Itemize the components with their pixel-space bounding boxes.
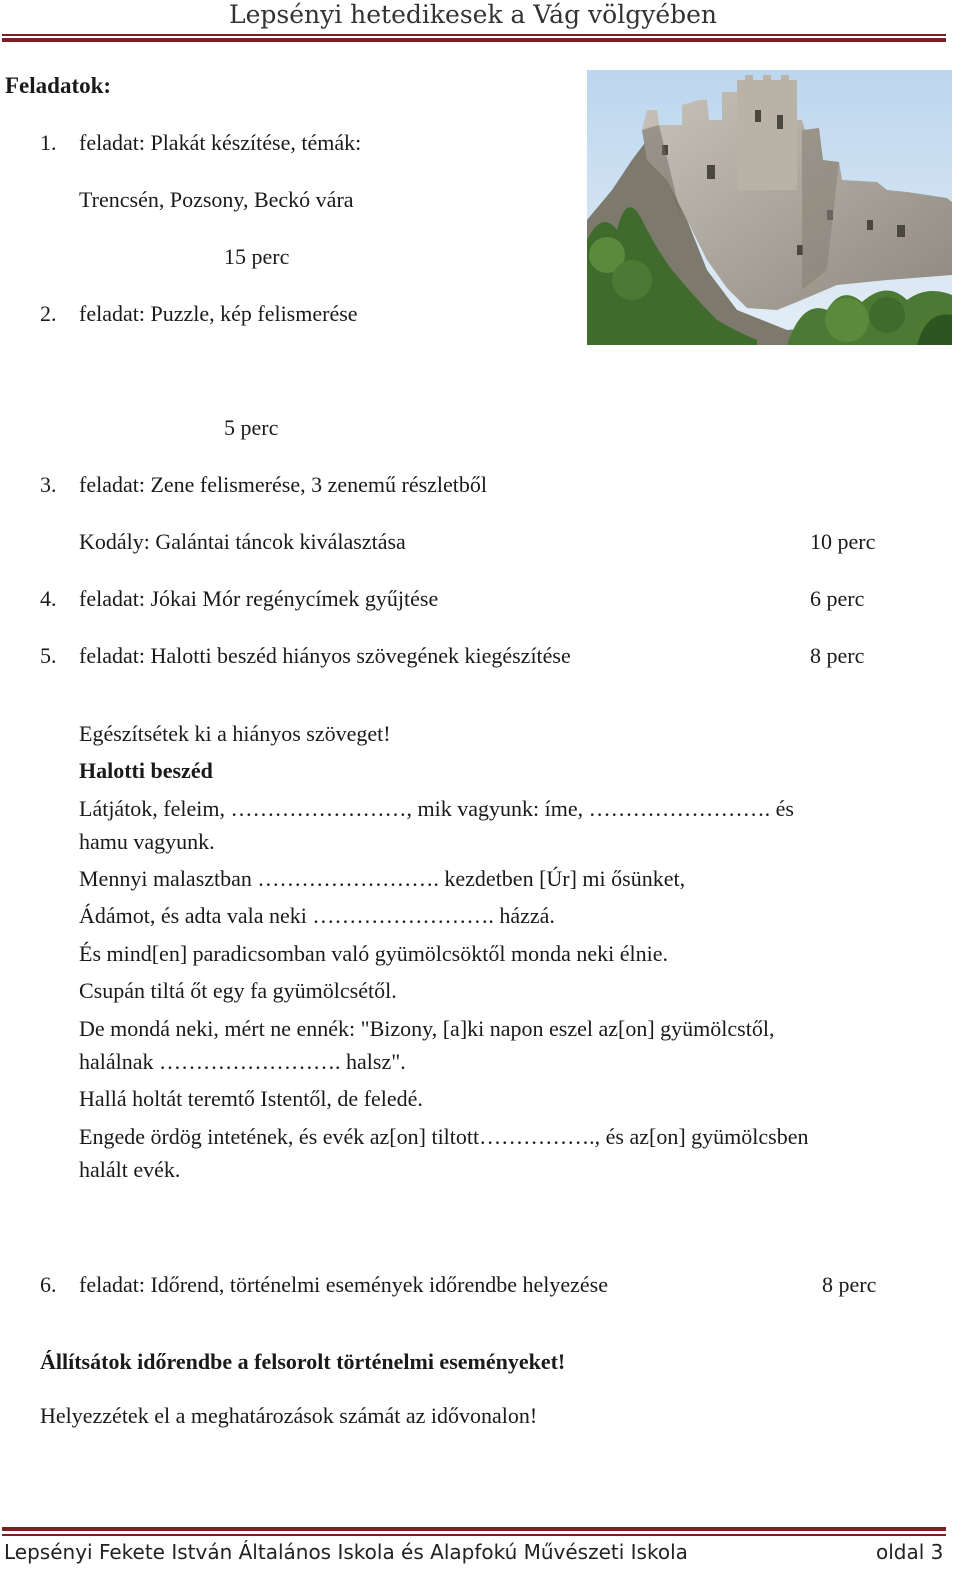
header-rule-thin bbox=[2, 34, 946, 36]
halotti-line: Engede ördög intetének, és evék az[on] tiltott……………., és az[on] gyümölcsben bbox=[79, 1124, 809, 1149]
task-5-number: 5. bbox=[40, 643, 57, 668]
section-title: Feladatok: bbox=[5, 73, 112, 98]
task-1-number: 1. bbox=[40, 130, 57, 155]
halotti-line: hamu vagyunk. bbox=[79, 829, 215, 854]
task-1-time: 15 perc bbox=[224, 244, 290, 269]
footer-school: Lepsényi Fekete István Általános Iskola és Alapfokú Művészeti Iskola bbox=[4, 1540, 688, 1564]
task-3-number: 3. bbox=[40, 472, 57, 497]
footer-rule-thick bbox=[2, 1527, 946, 1531]
castle-photo bbox=[587, 70, 952, 345]
header-title: Lepsényi hetedikesek a Vág völgyében bbox=[228, 0, 718, 29]
halotti-instruction: Egészítsétek ki a hiányos szöveget! bbox=[79, 721, 391, 746]
task-1-topics: Trencsén, Pozsony, Beckó vára bbox=[79, 187, 354, 212]
task-6-time: 8 perc bbox=[822, 1272, 877, 1297]
task-1-text: feladat: Plakát készítése, témák: bbox=[79, 130, 362, 155]
task-3-time: 10 perc bbox=[810, 529, 876, 554]
header-rule-thick bbox=[2, 38, 946, 42]
halotti-line: Csupán tiltá őt egy fa gyümölcsétől. bbox=[79, 978, 397, 1003]
halotti-title: Halotti beszéd bbox=[79, 758, 213, 783]
task-6-number: 6. bbox=[40, 1272, 57, 1297]
task-3-sub: Kodály: Galántai táncok kiválasztása bbox=[79, 529, 406, 554]
timeline-instruction: Helyezzétek el a meghatározások számát az idővonalon! bbox=[40, 1403, 538, 1428]
task-3-text: feladat: Zene felismerése, 3 zenemű részletből bbox=[79, 472, 488, 497]
task-2-text: feladat: Puzzle, kép felismerése bbox=[79, 301, 358, 326]
footer-rule-thin bbox=[2, 1534, 946, 1536]
task-5-time: 8 perc bbox=[810, 643, 865, 668]
task-4-time: 6 perc bbox=[810, 586, 865, 611]
halotti-line: Ádámot, és adta vala neki ……………………. házzá. bbox=[79, 903, 555, 928]
halotti-line: Hallá holtát teremtő Istentől, de feledé. bbox=[79, 1086, 423, 1111]
task-6-text: feladat: Időrend, történelmi események időrendbe helyezése bbox=[79, 1272, 608, 1297]
halotti-line: Mennyi malasztban ……………………. kezdetben [Úr] mi ősünket, bbox=[79, 866, 686, 891]
halotti-line: De mondá neki, mért ne ennék: "Bizony, [a]ki napon eszel az[on] gyümölcstől, bbox=[79, 1016, 775, 1041]
timeline-heading: Állítsátok időrendbe a felsorolt történelmi eseményeket! bbox=[40, 1349, 566, 1374]
halotti-line: halált evék. bbox=[79, 1157, 181, 1182]
halotti-line: Látjátok, feleim, ……………………, mik vagyunk: íme, ……………………. és bbox=[79, 796, 794, 821]
halotti-line: halálnak ……………………. halsz". bbox=[79, 1049, 406, 1074]
task-2-number: 2. bbox=[40, 301, 57, 326]
halotti-line: És mind[en] paradicsomban való gyümölcsöktől monda neki élnie. bbox=[79, 941, 668, 966]
task-4-number: 4. bbox=[40, 586, 57, 611]
task-4-text: feladat: Jókai Mór regénycímek gyűjtése bbox=[79, 586, 439, 611]
task-5-text: feladat: Halotti beszéd hiányos szövegének kiegészítése bbox=[79, 643, 571, 668]
task-2-time: 5 perc bbox=[224, 415, 279, 440]
footer-page-number: oldal 3 bbox=[876, 1540, 944, 1564]
